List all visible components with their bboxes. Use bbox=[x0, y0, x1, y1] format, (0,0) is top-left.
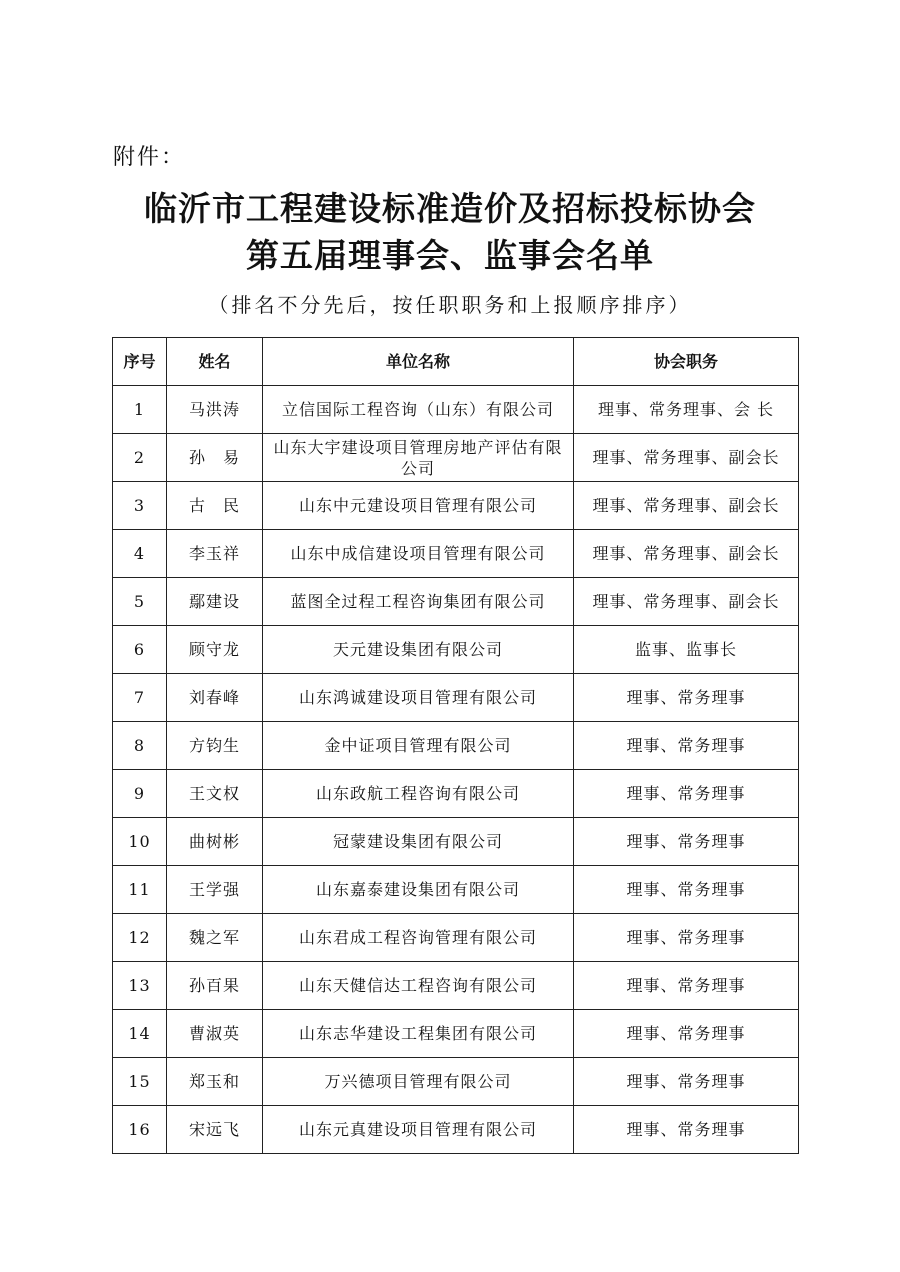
row-role-cell: 理事、常务理事 bbox=[574, 1106, 799, 1154]
header-association-role: 协会职务 bbox=[574, 338, 799, 386]
row-role-cell: 理事、常务理事 bbox=[574, 722, 799, 770]
table-header-row bbox=[113, 338, 799, 386]
row-role-cell: 理事、常务理事 bbox=[574, 914, 799, 962]
row-organization-cell: 蓝图全过程工程咨询集团有限公司 bbox=[263, 578, 574, 626]
row-organization-cell: 天元建设集团有限公司 bbox=[263, 626, 574, 674]
row-index-cell: 16 bbox=[113, 1106, 167, 1154]
row-index-cell: 13 bbox=[113, 962, 167, 1010]
row-index-cell: 5 bbox=[113, 578, 167, 626]
row-role-cell: 理事、常务理事 bbox=[574, 770, 799, 818]
row-name-cell: 王文权 bbox=[167, 770, 263, 818]
row-role-cell: 理事、常务理事 bbox=[574, 1010, 799, 1058]
row-name-cell: 王学强 bbox=[167, 866, 263, 914]
document-title-line2: 第五届理事会、监事会名单 bbox=[246, 236, 654, 275]
table-row bbox=[113, 626, 799, 674]
row-name-cell: 孙百果 bbox=[167, 962, 263, 1010]
member-roster-table bbox=[112, 337, 799, 1154]
row-name-cell: 曹淑英 bbox=[167, 1010, 263, 1058]
row-role-cell: 监事、监事长 bbox=[574, 626, 799, 674]
row-index-cell: 4 bbox=[113, 530, 167, 578]
row-organization-cell: 山东嘉泰建设集团有限公司 bbox=[263, 866, 574, 914]
table-row bbox=[113, 386, 799, 434]
row-organization-cell: 山东志华建设工程集团有限公司 bbox=[263, 1010, 574, 1058]
table-row bbox=[113, 722, 799, 770]
row-organization-cell: 山东元真建设项目管理有限公司 bbox=[263, 1106, 574, 1154]
table-row bbox=[113, 914, 799, 962]
row-role-cell: 理事、常务理事、副会长 bbox=[574, 578, 799, 626]
row-role-cell: 理事、常务理事、副会长 bbox=[574, 434, 799, 482]
table-row bbox=[113, 482, 799, 530]
header-name: 姓名 bbox=[167, 338, 263, 386]
row-role-cell: 理事、常务理事 bbox=[574, 866, 799, 914]
row-index-cell: 12 bbox=[113, 914, 167, 962]
header-index: 序号 bbox=[113, 338, 167, 386]
document-subtitle: （排名不分先后，按任职职务和上报顺序排序） bbox=[208, 293, 692, 317]
table-row bbox=[113, 1106, 799, 1154]
row-role-cell: 理事、常务理事 bbox=[574, 962, 799, 1010]
table-row bbox=[113, 434, 799, 482]
row-role-cell: 理事、常务理事 bbox=[574, 1058, 799, 1106]
document-title: 临沂市工程建设标准造价及招标投标协会 bbox=[144, 189, 756, 228]
row-organization-cell: 山东中元建设项目管理有限公司 bbox=[263, 482, 574, 530]
row-name-cell: 魏之军 bbox=[167, 914, 263, 962]
row-index-cell: 8 bbox=[113, 722, 167, 770]
row-index-cell: 10 bbox=[113, 818, 167, 866]
row-organization-cell: 山东大宇建设项目管理房地产评估有限公司 bbox=[263, 434, 574, 482]
row-organization-cell: 冠蒙建设集团有限公司 bbox=[263, 818, 574, 866]
row-name-cell: 鄢建设 bbox=[167, 578, 263, 626]
table-row bbox=[113, 770, 799, 818]
row-role-cell: 理事、常务理事、副会长 bbox=[574, 530, 799, 578]
attachment-label: 附件： bbox=[113, 145, 186, 170]
row-index-cell: 1 bbox=[113, 386, 167, 434]
table-row bbox=[113, 1058, 799, 1106]
row-index-cell: 14 bbox=[113, 1010, 167, 1058]
row-organization-cell: 立信国际工程咨询（山东）有限公司 bbox=[263, 386, 574, 434]
row-organization-cell: 金中证项目管理有限公司 bbox=[263, 722, 574, 770]
row-name-cell: 古 民 bbox=[167, 482, 263, 530]
table-row bbox=[113, 962, 799, 1010]
row-name-cell: 李玉祥 bbox=[167, 530, 263, 578]
table-body bbox=[113, 386, 799, 1154]
row-name-cell: 孙 易 bbox=[167, 434, 263, 482]
header-organization: 单位名称 bbox=[263, 338, 574, 386]
row-role-cell: 理事、常务理事 bbox=[574, 674, 799, 722]
row-role-cell: 理事、常务理事、副会长 bbox=[574, 482, 799, 530]
row-organization-cell: 山东中成信建设项目管理有限公司 bbox=[263, 530, 574, 578]
row-index-cell: 6 bbox=[113, 626, 167, 674]
row-index-cell: 15 bbox=[113, 1058, 167, 1106]
row-index-cell: 9 bbox=[113, 770, 167, 818]
row-index-cell: 11 bbox=[113, 866, 167, 914]
table-row bbox=[113, 674, 799, 722]
row-organization-cell: 山东鸿诚建设项目管理有限公司 bbox=[263, 674, 574, 722]
table-row bbox=[113, 578, 799, 626]
row-index-cell: 3 bbox=[113, 482, 167, 530]
table-row bbox=[113, 866, 799, 914]
row-index-cell: 2 bbox=[113, 434, 167, 482]
row-organization-cell: 山东天健信达工程咨询有限公司 bbox=[263, 962, 574, 1010]
table-row bbox=[113, 818, 799, 866]
row-role-cell: 理事、常务理事、会 长 bbox=[574, 386, 799, 434]
row-name-cell: 郑玉和 bbox=[167, 1058, 263, 1106]
row-name-cell: 曲树彬 bbox=[167, 818, 263, 866]
row-organization-cell: 山东君成工程咨询管理有限公司 bbox=[263, 914, 574, 962]
row-name-cell: 方钧生 bbox=[167, 722, 263, 770]
row-role-cell: 理事、常务理事 bbox=[574, 818, 799, 866]
table-row bbox=[113, 1010, 799, 1058]
table-row bbox=[113, 530, 799, 578]
row-name-cell: 刘春峰 bbox=[167, 674, 263, 722]
row-organization-cell: 山东政航工程咨询有限公司 bbox=[263, 770, 574, 818]
row-name-cell: 马洪涛 bbox=[167, 386, 263, 434]
row-name-cell: 顾守龙 bbox=[167, 626, 263, 674]
row-name-cell: 宋远飞 bbox=[167, 1106, 263, 1154]
row-organization-cell: 万兴德项目管理有限公司 bbox=[263, 1058, 574, 1106]
row-index-cell: 7 bbox=[113, 674, 167, 722]
